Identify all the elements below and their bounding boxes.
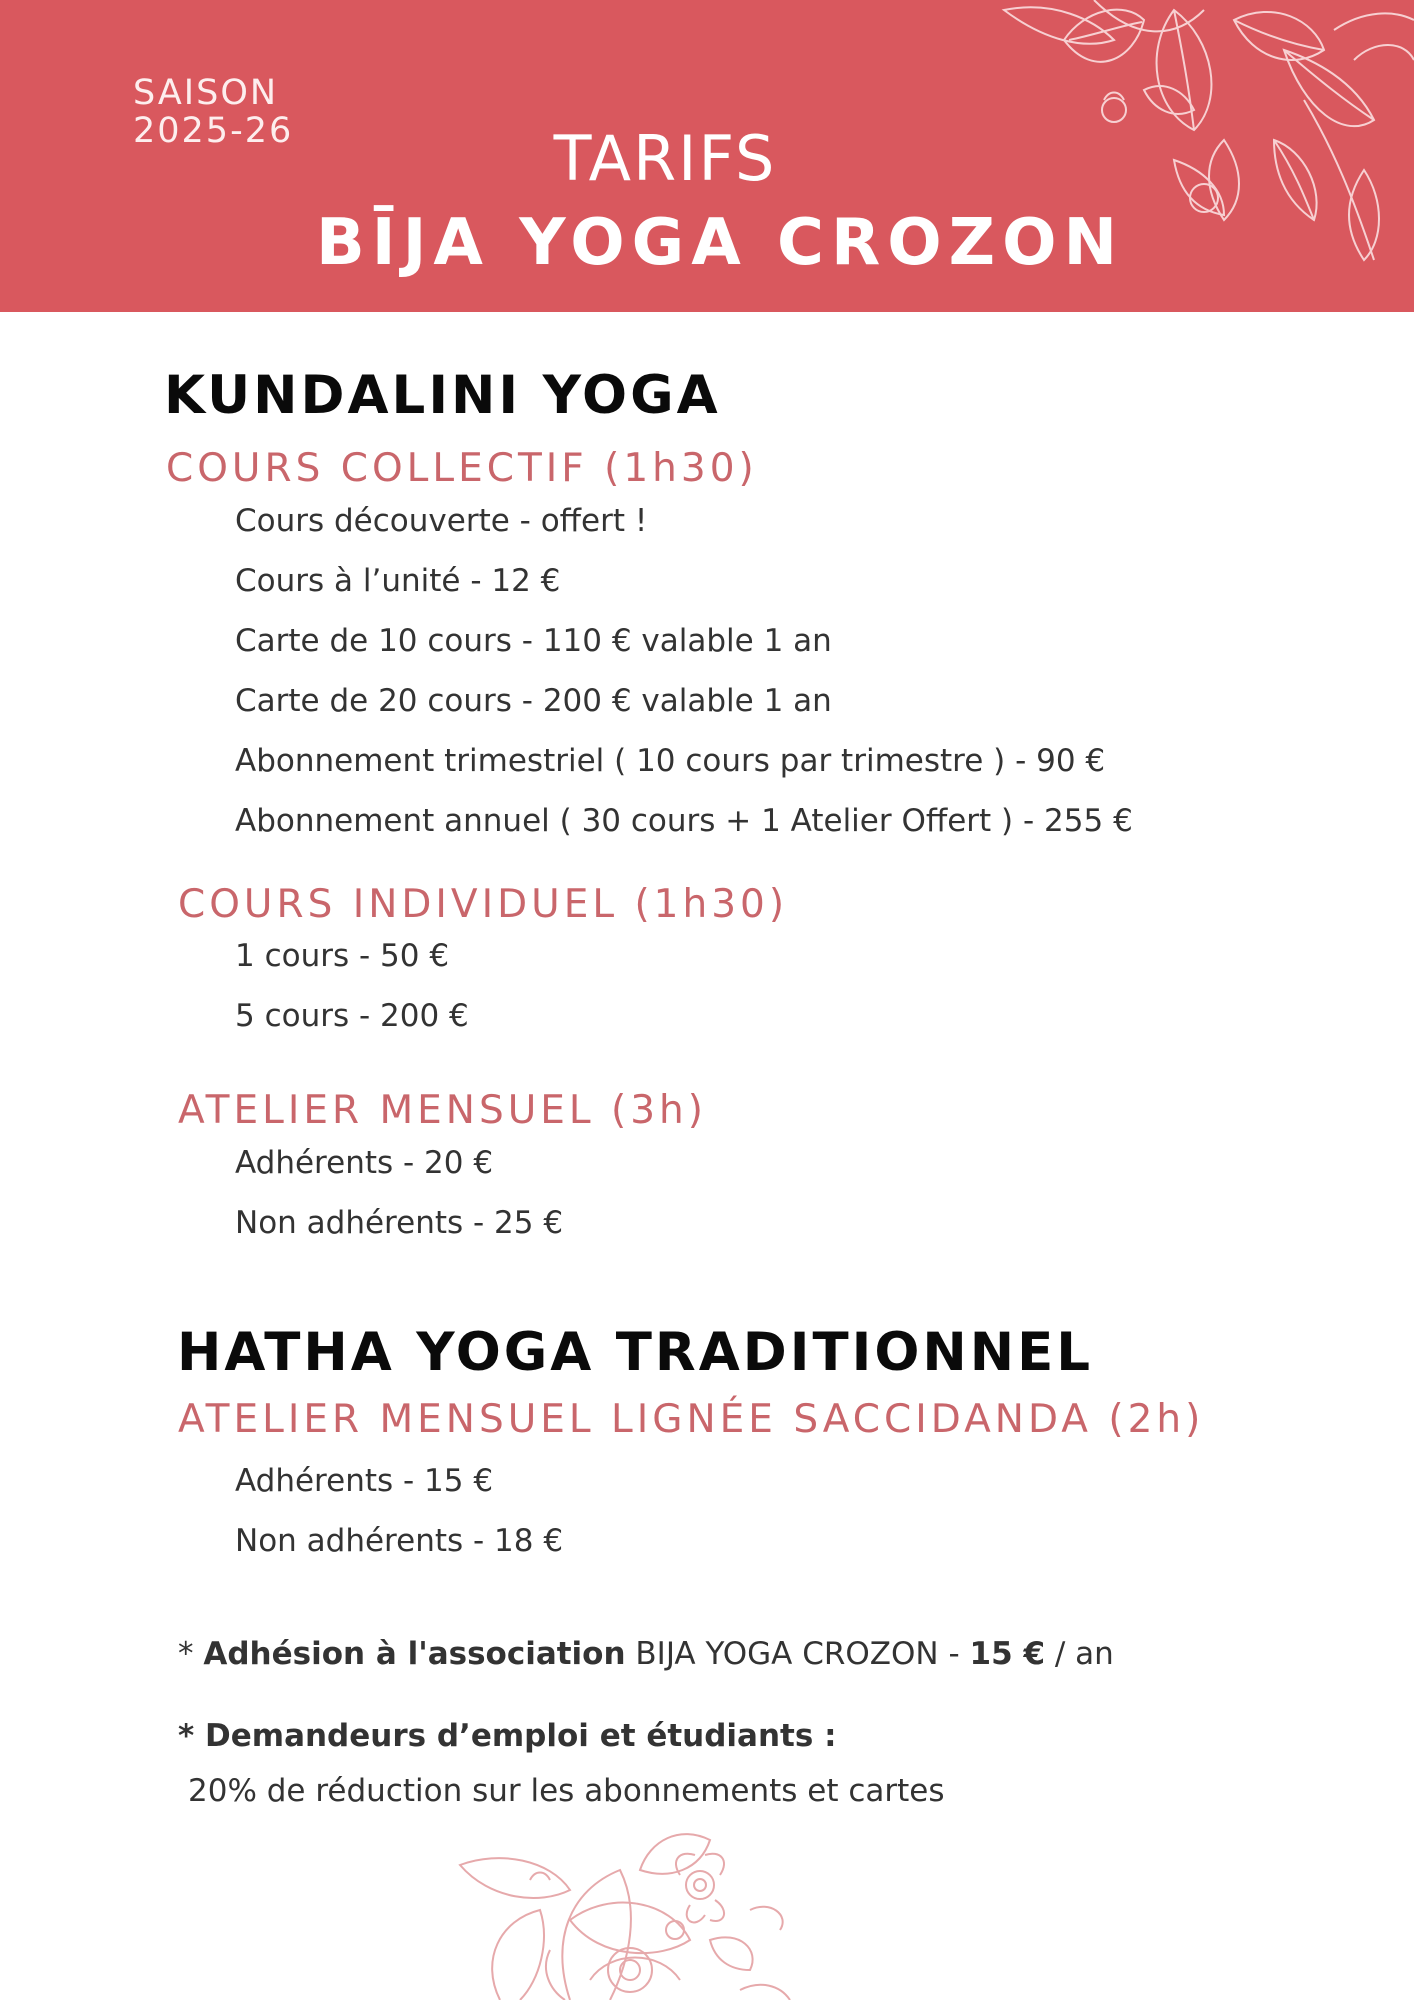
- collectif-item: Cours découverte - offert !: [235, 503, 648, 539]
- collectif-item: Carte de 10 cours - 110 € valable 1 an: [235, 623, 832, 659]
- cours-collectif-heading: COURS COLLECTIF (1h30): [166, 446, 758, 491]
- collectif-item: Carte de 20 cours - 200 € valable 1 an: [235, 683, 832, 719]
- collectif-item: Abonnement annuel ( 30 cours + 1 Atelier Offert ) - 255 €: [235, 803, 1133, 839]
- hatha-heading: HATHA YOGA TRADITIONNEL: [177, 1322, 1094, 1383]
- hatha-item: Non adhérents - 18 €: [235, 1523, 564, 1559]
- adhesion-note: [178, 1636, 1114, 1672]
- atelier-mensuel-heading: ATELIER MENSUEL (3h): [178, 1088, 707, 1133]
- kundalini-heading: KUNDALINI YOGA: [164, 365, 721, 426]
- adhesion-label: Adhésion à l'association: [203, 1636, 626, 1672]
- individuel-item: 1 cours - 50 €: [235, 938, 450, 974]
- page-subtitle: BĪJA YOGA CROZON: [315, 206, 1125, 280]
- demandeurs-text: 20% de réduction sur les abonnements et cartes: [188, 1773, 945, 1809]
- header-banner: [0, 0, 1414, 312]
- floral-leaves-icon: [974, 0, 1414, 312]
- season-line-2: 2025-26: [133, 111, 294, 151]
- adhesion-prefix: *: [178, 1636, 204, 1672]
- adhesion-association: BIJA YOGA CROZON -: [625, 1636, 970, 1672]
- demandeurs-title: [178, 1718, 837, 1754]
- atelier-item: Adhérents - 20 €: [235, 1145, 494, 1181]
- atelier-saccidanda-heading: ATELIER MENSUEL LIGNÉE SACCIDANDA (2h): [178, 1397, 1205, 1442]
- collectif-item: Abonnement trimestriel ( 10 cours par trimestre ) - 90 €: [235, 743, 1106, 779]
- floral-mandala-icon: [440, 1820, 980, 2000]
- collectif-item: Cours à l’unité - 12 €: [235, 563, 561, 599]
- atelier-item: Non adhérents - 25 €: [235, 1205, 564, 1241]
- demandeurs-title-text: * Demandeurs d’emploi et étudiants :: [178, 1718, 837, 1754]
- season-line-1: SAISON: [133, 73, 279, 113]
- adhesion-price: 15 €: [969, 1636, 1046, 1672]
- cours-individuel-heading: COURS INDIVIDUEL (1h30): [178, 882, 789, 927]
- individuel-item: 5 cours - 200 €: [235, 998, 469, 1034]
- page-title: TARIFS: [553, 122, 777, 195]
- hatha-item: Adhérents - 15 €: [235, 1463, 494, 1499]
- adhesion-suffix: / an: [1045, 1636, 1114, 1672]
